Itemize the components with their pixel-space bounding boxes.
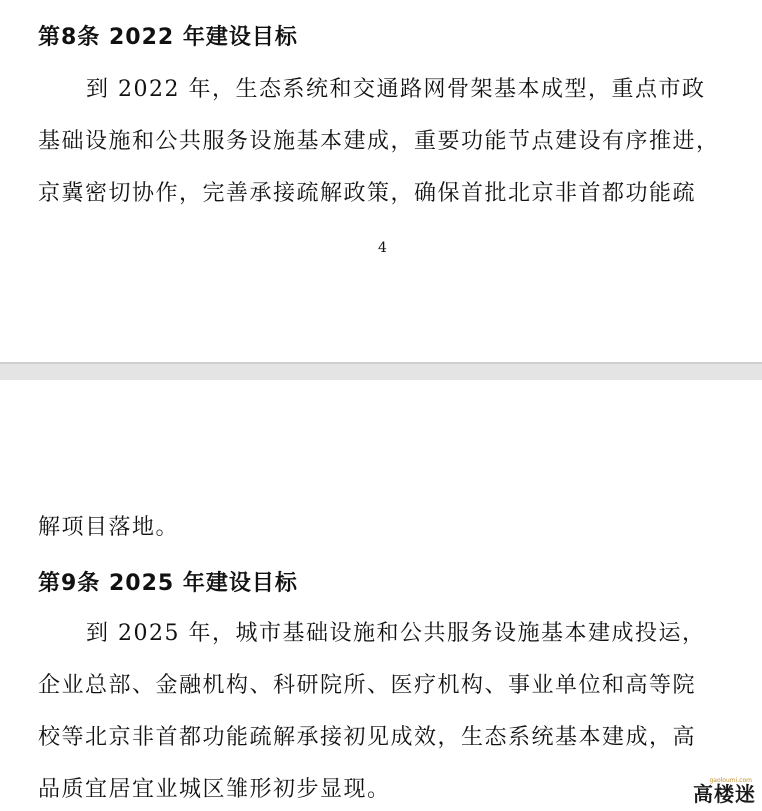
article-9-line-3: 校等北京非首都功能疏解承接初见成效，生态系统基本建成，高 [38,725,697,750]
article-8-line-2: 基础设施和公共服务设施基本建成，重要功能节点建设有序推进， [38,129,720,154]
watermark-text: 高楼迷 [693,782,756,806]
article-9-line-2: 企业总部、金融机构、科研院所、医疗机构、事业单位和高等院 [38,673,697,698]
article-8-line-1: 到 2022 年，生态系统和交通路网骨架基本成型，重点市政 [86,77,706,102]
article-9-line-1: 到 2025 年，城市基础设施和公共服务设施基本建成投运， [86,621,706,646]
article-8-line-3: 京冀密切协作，完善承接疏解政策，确保首批北京非首都功能疏 [38,181,697,206]
article-9-line-4: 品质宜居宜业城区雏形初步显现。 [38,777,391,802]
article-8-continuation: 解项目落地。 [38,515,180,540]
article-8-heading: 第8条 2022 年建设目标 [38,25,298,50]
document-page-lower [0,380,762,811]
document-page-upper [0,0,762,362]
page-number: 4 [378,240,387,256]
article-9-heading: 第9条 2025 年建设目标 [38,571,298,596]
page-separator [0,362,762,380]
gaoloumi-watermark-logo [674,777,756,807]
watermark-url: gaoloumi.com [709,777,752,784]
